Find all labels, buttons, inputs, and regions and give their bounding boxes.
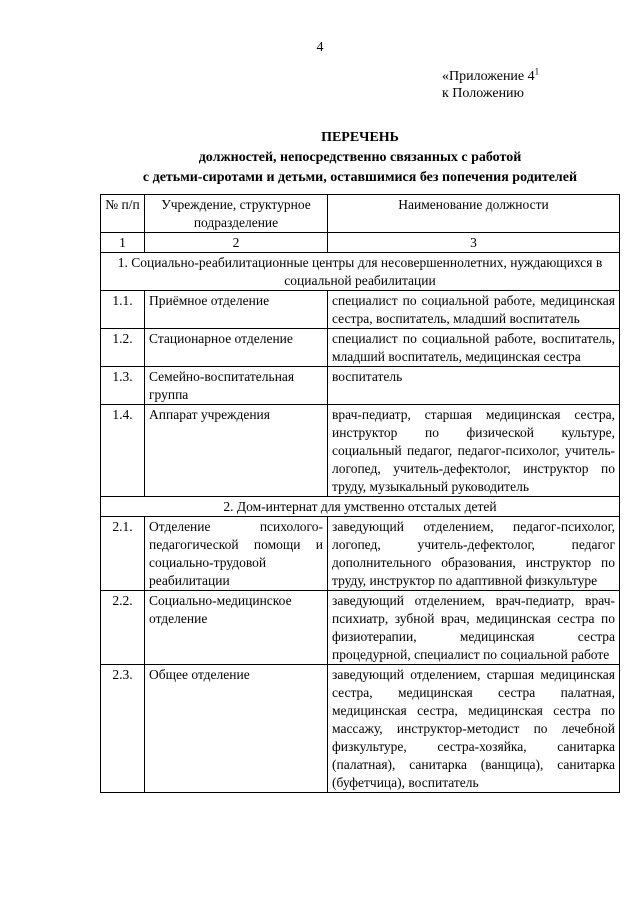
appendix-reference xyxy=(442,68,539,102)
section-heading: 1. Социально-реабилитационные центры для несовершеннолетних, нуждающихся в социальной реабилитации xyxy=(101,253,620,291)
section-heading-row xyxy=(101,497,620,517)
row-number: 1.2. xyxy=(101,329,145,367)
appendix-line2: к Положению xyxy=(442,86,525,101)
title-sub2: с детьми-сиротами и детьми, оставшимися без попечения родителей xyxy=(142,170,578,185)
row-unit: Приёмное отделение xyxy=(145,291,328,329)
table-row xyxy=(101,405,620,497)
header-row xyxy=(101,195,620,233)
table-row xyxy=(101,665,620,793)
column-number: 2 xyxy=(145,233,328,253)
section-heading-row xyxy=(101,253,620,291)
row-unit: Общее отделение xyxy=(145,665,328,793)
row-number: 2.3. xyxy=(101,665,145,793)
section-heading: 2. Дом-интернат для умственно отсталых детей xyxy=(101,497,620,517)
appendix-superscript: 1 xyxy=(534,66,540,77)
row-positions: специалист по социальной работе, воспитатель, младший воспитатель, медицинская сестра xyxy=(328,329,620,367)
header-position: Наименование должности xyxy=(328,195,620,233)
page-number: 4 xyxy=(316,40,324,55)
table-row xyxy=(101,517,620,591)
row-positions: заведующий отделением, педагог-психолог, логопед, учитель-дефектолог, педагог дополнительного образования, инструктор по труду, инструктор по адаптивной физкультуре xyxy=(328,517,620,591)
row-number: 1.1. xyxy=(101,291,145,329)
column-number: 1 xyxy=(101,233,145,253)
column-number-row xyxy=(101,233,620,253)
row-positions: специалист по социальной работе, медицинская сестра, воспитатель, младший воспитатель xyxy=(328,291,620,329)
table-row xyxy=(101,291,620,329)
row-unit: Отделение психолого-педагогической помощи и социально-трудовой реабилитации xyxy=(145,517,328,591)
row-unit: Аппарат учреждения xyxy=(145,405,328,497)
row-number: 1.4. xyxy=(101,405,145,497)
title-sub1: должностей, непосредственно связанных с работой xyxy=(198,150,522,165)
table-row xyxy=(101,329,620,367)
column-number: 3 xyxy=(328,233,620,253)
row-positions: заведующий отделением, старшая медицинская сестра, медицинская сестра палатная, медицинская сестра, медицинская сестра по массажу, инструктор-методист по лечебной физкультуре, сестра-хозяйка, санитарка (палатная), санитарка (ванщица), санитарка (буфетчица), воспитатель xyxy=(328,665,620,793)
positions-table xyxy=(100,194,620,793)
row-unit: Семейно-воспитательная группа xyxy=(145,367,328,405)
row-positions: воспитатель xyxy=(328,367,620,405)
title-main: ПЕРЕЧЕНЬ xyxy=(321,130,399,145)
row-number: 1.3. xyxy=(101,367,145,405)
row-unit: Социально-медицинское отделение xyxy=(145,591,328,665)
table-row xyxy=(101,367,620,405)
row-positions: врач-педиатр, старшая медицинская сестра, инструктор по физической культуре, социальный педагог, педагог-психолог, учитель-логопед, учитель-дефектолог, инструктор по труду, музыкальный руководитель xyxy=(328,405,620,497)
row-unit: Стационарное отделение xyxy=(145,329,328,367)
row-number: 2.1. xyxy=(101,517,145,591)
header-unit: Учреждение, структурное подразделение xyxy=(145,195,328,233)
document-title xyxy=(0,128,640,188)
appendix-line1: «Приложение 4 xyxy=(442,69,535,84)
header-number: № п/п xyxy=(101,195,145,233)
row-number: 2.2. xyxy=(101,591,145,665)
row-positions: заведующий отделением, врач-педиатр, врач-психиатр, зубной врач, медицинская сестра по физиотерапии, медицинская сестра процедурной, специалист по социальной работе xyxy=(328,591,620,665)
table-row xyxy=(101,591,620,665)
